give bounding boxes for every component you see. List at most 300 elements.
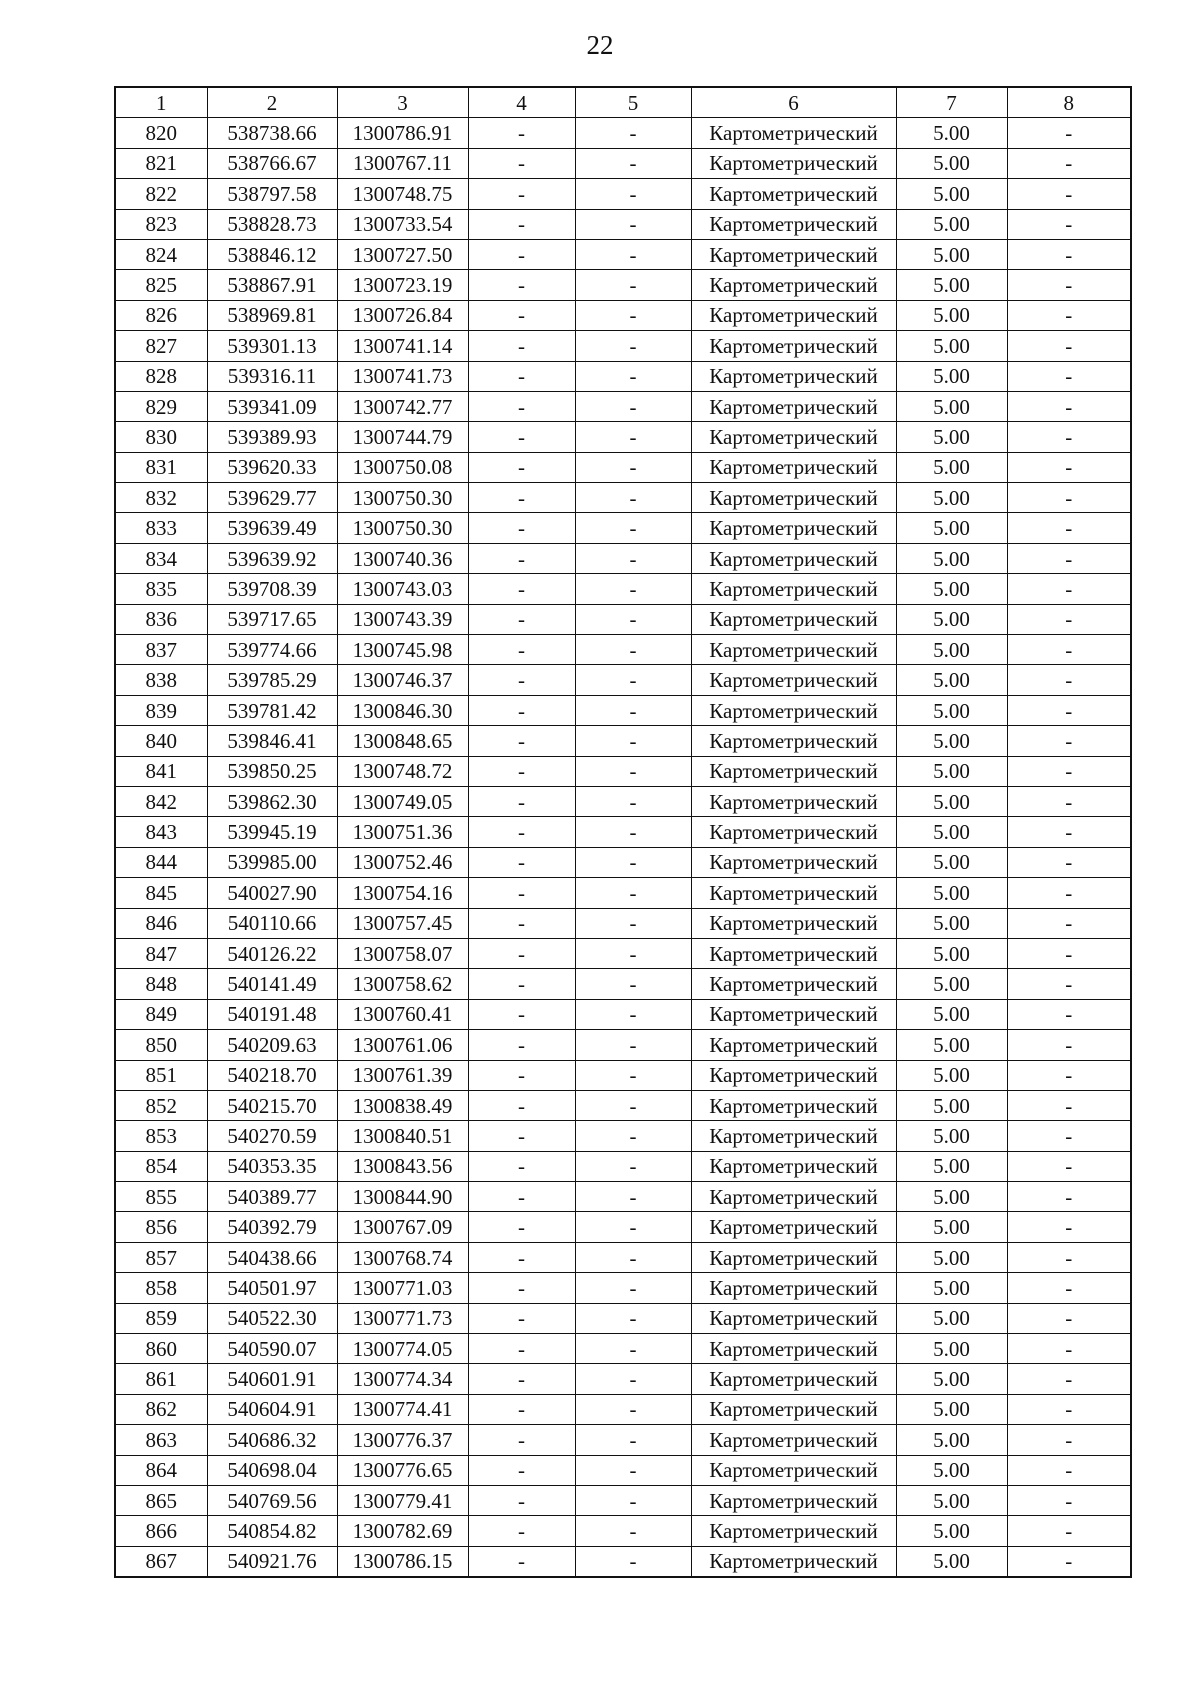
table-row	[115, 665, 1131, 695]
table-cell-col-4: -	[468, 148, 575, 178]
table-cell-y-coordinate: 1300838.49	[337, 1090, 468, 1120]
table-cell-point-number: 859	[115, 1303, 207, 1333]
table-cell-x-coordinate: 538738.66	[207, 118, 337, 148]
table-row	[115, 969, 1131, 999]
table-cell-y-coordinate: 1300743.03	[337, 574, 468, 604]
table-cell-x-coordinate: 540209.63	[207, 1030, 337, 1060]
table-row	[115, 1364, 1131, 1394]
table-cell-accuracy: 5.00	[896, 969, 1007, 999]
table-cell-col-8: -	[1007, 1364, 1131, 1394]
table-cell-col-8: -	[1007, 452, 1131, 482]
table-cell-col-8: -	[1007, 1030, 1131, 1060]
table-row	[115, 483, 1131, 513]
table-cell-method: Картометрический	[691, 604, 896, 634]
table-cell-col-8: -	[1007, 1485, 1131, 1515]
table-cell-point-number: 840	[115, 726, 207, 756]
table-cell-point-number: 850	[115, 1030, 207, 1060]
table-cell-accuracy: 5.00	[896, 1182, 1007, 1212]
table-cell-y-coordinate: 1300761.39	[337, 1060, 468, 1090]
table-row	[115, 908, 1131, 938]
table-cell-col-4: -	[468, 635, 575, 665]
table-cell-col-4: -	[468, 786, 575, 816]
table-cell-col-5: -	[575, 1030, 691, 1060]
table-cell-accuracy: 5.00	[896, 513, 1007, 543]
table-cell-y-coordinate: 1300848.65	[337, 726, 468, 756]
table-cell-col-4: -	[468, 1151, 575, 1181]
table-cell-y-coordinate: 1300752.46	[337, 847, 468, 877]
table-cell-accuracy: 5.00	[896, 1303, 1007, 1333]
table-cell-x-coordinate: 540126.22	[207, 938, 337, 968]
table-row	[115, 817, 1131, 847]
table-cell-col-4: -	[468, 1455, 575, 1485]
table-cell-point-number: 848	[115, 969, 207, 999]
table-cell-x-coordinate: 539846.41	[207, 726, 337, 756]
table-cell-col-4: -	[468, 999, 575, 1029]
table-cell-accuracy: 5.00	[896, 635, 1007, 665]
table-cell-x-coordinate: 539985.00	[207, 847, 337, 877]
column-header-col-4: 4	[468, 87, 575, 118]
table-cell-col-8: -	[1007, 1273, 1131, 1303]
table-cell-col-8: -	[1007, 1182, 1131, 1212]
table-row	[115, 1516, 1131, 1546]
table-cell-point-number: 824	[115, 239, 207, 269]
table-cell-col-8: -	[1007, 422, 1131, 452]
table-cell-col-5: -	[575, 1394, 691, 1424]
table-cell-col-4: -	[468, 270, 575, 300]
table-cell-accuracy: 5.00	[896, 1273, 1007, 1303]
table-cell-method: Картометрический	[691, 452, 896, 482]
table-cell-accuracy: 5.00	[896, 1121, 1007, 1151]
table-row	[115, 1182, 1131, 1212]
table-cell-col-5: -	[575, 1242, 691, 1272]
table-cell-y-coordinate: 1300750.30	[337, 513, 468, 543]
table-cell-col-4: -	[468, 179, 575, 209]
table-cell-y-coordinate: 1300782.69	[337, 1516, 468, 1546]
table-cell-x-coordinate: 540141.49	[207, 969, 337, 999]
table-cell-col-8: -	[1007, 604, 1131, 634]
table-cell-method: Картометрический	[691, 331, 896, 361]
table-cell-col-8: -	[1007, 999, 1131, 1029]
table-cell-col-5: -	[575, 1546, 691, 1577]
table-cell-col-4: -	[468, 908, 575, 938]
table-cell-x-coordinate: 540438.66	[207, 1242, 337, 1272]
table-cell-col-5: -	[575, 1425, 691, 1455]
table-cell-point-number: 836	[115, 604, 207, 634]
table-row	[115, 270, 1131, 300]
table-cell-accuracy: 5.00	[896, 847, 1007, 877]
table-cell-y-coordinate: 1300761.06	[337, 1030, 468, 1060]
table-cell-method: Картометрический	[691, 786, 896, 816]
table-cell-method: Картометрический	[691, 1060, 896, 1090]
table-cell-y-coordinate: 1300744.79	[337, 422, 468, 452]
table-cell-col-5: -	[575, 938, 691, 968]
table-cell-x-coordinate: 539629.77	[207, 483, 337, 513]
table-cell-point-number: 821	[115, 148, 207, 178]
table-row	[115, 543, 1131, 573]
table-cell-point-number: 855	[115, 1182, 207, 1212]
table-cell-col-4: -	[468, 422, 575, 452]
table-cell-y-coordinate: 1300786.91	[337, 118, 468, 148]
table-cell-accuracy: 5.00	[896, 543, 1007, 573]
table-cell-method: Картометрический	[691, 726, 896, 756]
table-cell-y-coordinate: 1300846.30	[337, 695, 468, 725]
table-cell-point-number: 844	[115, 847, 207, 877]
table-cell-col-4: -	[468, 1364, 575, 1394]
table-cell-col-5: -	[575, 483, 691, 513]
table-cell-y-coordinate: 1300844.90	[337, 1182, 468, 1212]
table-cell-point-number: 839	[115, 695, 207, 725]
table-cell-col-4: -	[468, 817, 575, 847]
table-cell-col-4: -	[468, 1030, 575, 1060]
table-cell-y-coordinate: 1300727.50	[337, 239, 468, 269]
table-cell-col-8: -	[1007, 118, 1131, 148]
table-cell-accuracy: 5.00	[896, 239, 1007, 269]
table-cell-x-coordinate: 540590.07	[207, 1334, 337, 1364]
table-cell-x-coordinate: 540686.32	[207, 1425, 337, 1455]
table-row	[115, 1242, 1131, 1272]
table-cell-accuracy: 5.00	[896, 1516, 1007, 1546]
table-cell-method: Картометрический	[691, 361, 896, 391]
table-cell-x-coordinate: 539945.19	[207, 817, 337, 847]
table-cell-col-8: -	[1007, 1121, 1131, 1151]
table-cell-x-coordinate: 540501.97	[207, 1273, 337, 1303]
table-row	[115, 938, 1131, 968]
table-cell-x-coordinate: 540110.66	[207, 908, 337, 938]
table-cell-point-number: 825	[115, 270, 207, 300]
table-cell-method: Картометрический	[691, 1455, 896, 1485]
table-row	[115, 1334, 1131, 1364]
table-cell-x-coordinate: 540854.82	[207, 1516, 337, 1546]
table-cell-point-number: 851	[115, 1060, 207, 1090]
table-body	[115, 118, 1131, 1577]
table-row	[115, 635, 1131, 665]
table-cell-accuracy: 5.00	[896, 1242, 1007, 1272]
table-cell-accuracy: 5.00	[896, 1364, 1007, 1394]
table-cell-point-number: 858	[115, 1273, 207, 1303]
table-cell-point-number: 838	[115, 665, 207, 695]
table-cell-accuracy: 5.00	[896, 999, 1007, 1029]
column-header-y-coordinate: 3	[337, 87, 468, 118]
table-cell-y-coordinate: 1300767.11	[337, 148, 468, 178]
table-cell-x-coordinate: 539341.09	[207, 391, 337, 421]
table-cell-x-coordinate: 539774.66	[207, 635, 337, 665]
table-row	[115, 1212, 1131, 1242]
table-cell-y-coordinate: 1300758.07	[337, 938, 468, 968]
table-cell-accuracy: 5.00	[896, 483, 1007, 513]
table-cell-col-4: -	[468, 969, 575, 999]
table-cell-col-8: -	[1007, 1242, 1131, 1272]
table-cell-x-coordinate: 540353.35	[207, 1151, 337, 1181]
table-row	[115, 300, 1131, 330]
table-cell-col-8: -	[1007, 1425, 1131, 1455]
table-row	[115, 1546, 1131, 1577]
table-cell-y-coordinate: 1300741.73	[337, 361, 468, 391]
table-cell-point-number: 860	[115, 1334, 207, 1364]
table-cell-accuracy: 5.00	[896, 1212, 1007, 1242]
table-cell-point-number: 861	[115, 1364, 207, 1394]
table-cell-y-coordinate: 1300748.72	[337, 756, 468, 786]
table-cell-col-5: -	[575, 452, 691, 482]
table-cell-method: Картометрический	[691, 1242, 896, 1272]
table-cell-method: Картометрический	[691, 999, 896, 1029]
table-cell-accuracy: 5.00	[896, 665, 1007, 695]
table-row	[115, 513, 1131, 543]
table-row	[115, 878, 1131, 908]
table-cell-x-coordinate: 539781.42	[207, 695, 337, 725]
table-row	[115, 331, 1131, 361]
table-cell-col-4: -	[468, 1334, 575, 1364]
table-cell-accuracy: 5.00	[896, 1090, 1007, 1120]
table-cell-y-coordinate: 1300771.73	[337, 1303, 468, 1333]
table-cell-col-8: -	[1007, 361, 1131, 391]
table-cell-col-5: -	[575, 908, 691, 938]
table-cell-x-coordinate: 540389.77	[207, 1182, 337, 1212]
table-cell-accuracy: 5.00	[896, 422, 1007, 452]
table-cell-point-number: 827	[115, 331, 207, 361]
table-cell-col-5: -	[575, 847, 691, 877]
table-cell-col-4: -	[468, 1090, 575, 1120]
table-cell-y-coordinate: 1300746.37	[337, 665, 468, 695]
table-cell-x-coordinate: 540769.56	[207, 1485, 337, 1515]
table-cell-col-5: -	[575, 1455, 691, 1485]
table-cell-method: Картометрический	[691, 1394, 896, 1424]
table-cell-y-coordinate: 1300754.16	[337, 878, 468, 908]
table-cell-col-4: -	[468, 300, 575, 330]
table-cell-col-8: -	[1007, 543, 1131, 573]
table-cell-col-4: -	[468, 1212, 575, 1242]
table-cell-y-coordinate: 1300840.51	[337, 1121, 468, 1151]
table-cell-col-5: -	[575, 118, 691, 148]
table-cell-method: Картометрический	[691, 1334, 896, 1364]
table-cell-x-coordinate: 538867.91	[207, 270, 337, 300]
table-cell-col-8: -	[1007, 391, 1131, 421]
table-cell-x-coordinate: 539639.49	[207, 513, 337, 543]
table-cell-y-coordinate: 1300745.98	[337, 635, 468, 665]
table-cell-method: Картометрический	[691, 422, 896, 452]
table-cell-accuracy: 5.00	[896, 604, 1007, 634]
table-cell-method: Картометрический	[691, 574, 896, 604]
table-cell-x-coordinate: 540522.30	[207, 1303, 337, 1333]
table-row	[115, 1030, 1131, 1060]
table-cell-col-8: -	[1007, 1455, 1131, 1485]
table-cell-point-number: 835	[115, 574, 207, 604]
table-cell-col-8: -	[1007, 331, 1131, 361]
table-cell-col-8: -	[1007, 756, 1131, 786]
table-cell-point-number: 820	[115, 118, 207, 148]
table-cell-method: Картометрический	[691, 1121, 896, 1151]
table-cell-col-4: -	[468, 1121, 575, 1151]
table-cell-y-coordinate: 1300748.75	[337, 179, 468, 209]
table-cell-accuracy: 5.00	[896, 1546, 1007, 1577]
table-cell-col-4: -	[468, 1060, 575, 1090]
table-cell-col-4: -	[468, 1485, 575, 1515]
table-row	[115, 847, 1131, 877]
table-cell-y-coordinate: 1300771.03	[337, 1273, 468, 1303]
table-cell-col-5: -	[575, 1151, 691, 1181]
table-cell-point-number: 866	[115, 1516, 207, 1546]
table-cell-x-coordinate: 540218.70	[207, 1060, 337, 1090]
table-cell-col-4: -	[468, 543, 575, 573]
table-cell-col-8: -	[1007, 1212, 1131, 1242]
table-cell-method: Картометрический	[691, 1364, 896, 1394]
table-cell-x-coordinate: 540191.48	[207, 999, 337, 1029]
table-row	[115, 361, 1131, 391]
table-cell-col-5: -	[575, 999, 691, 1029]
table-cell-x-coordinate: 538828.73	[207, 209, 337, 239]
table-cell-method: Картометрический	[691, 1182, 896, 1212]
table-cell-accuracy: 5.00	[896, 209, 1007, 239]
table-row	[115, 1090, 1131, 1120]
table-cell-col-5: -	[575, 695, 691, 725]
table-cell-col-5: -	[575, 1364, 691, 1394]
table-cell-method: Картометрический	[691, 665, 896, 695]
table-row	[115, 1151, 1131, 1181]
table-cell-point-number: 830	[115, 422, 207, 452]
table-header-row	[115, 87, 1131, 118]
table-cell-col-8: -	[1007, 1151, 1131, 1181]
table-cell-x-coordinate: 540698.04	[207, 1455, 337, 1485]
table-row	[115, 209, 1131, 239]
table-row	[115, 179, 1131, 209]
column-header-method: 6	[691, 87, 896, 118]
table-cell-col-5: -	[575, 1273, 691, 1303]
table-cell-col-5: -	[575, 148, 691, 178]
table-row	[115, 1060, 1131, 1090]
table-cell-accuracy: 5.00	[896, 726, 1007, 756]
table-cell-x-coordinate: 539620.33	[207, 452, 337, 482]
table-cell-col-8: -	[1007, 574, 1131, 604]
table-cell-point-number: 822	[115, 179, 207, 209]
table-cell-col-5: -	[575, 1516, 691, 1546]
table-cell-point-number: 863	[115, 1425, 207, 1455]
table-cell-col-4: -	[468, 1516, 575, 1546]
table-cell-col-4: -	[468, 239, 575, 269]
table-cell-y-coordinate: 1300774.34	[337, 1364, 468, 1394]
table-cell-point-number: 841	[115, 756, 207, 786]
table-cell-col-8: -	[1007, 1303, 1131, 1333]
table-cell-x-coordinate: 539639.92	[207, 543, 337, 573]
table-cell-col-4: -	[468, 847, 575, 877]
table-cell-x-coordinate: 540604.91	[207, 1394, 337, 1424]
table-cell-col-4: -	[468, 665, 575, 695]
table-cell-col-4: -	[468, 695, 575, 725]
table-cell-y-coordinate: 1300757.45	[337, 908, 468, 938]
table-cell-method: Картометрический	[691, 148, 896, 178]
table-row	[115, 1455, 1131, 1485]
table-cell-accuracy: 5.00	[896, 574, 1007, 604]
table-cell-x-coordinate: 540601.91	[207, 1364, 337, 1394]
table-cell-point-number: 833	[115, 513, 207, 543]
table-cell-method: Картометрический	[691, 118, 896, 148]
table-cell-y-coordinate: 1300749.05	[337, 786, 468, 816]
table-cell-point-number: 862	[115, 1394, 207, 1424]
table-cell-accuracy: 5.00	[896, 695, 1007, 725]
table-cell-col-4: -	[468, 878, 575, 908]
table-cell-y-coordinate: 1300768.74	[337, 1242, 468, 1272]
table-cell-col-5: -	[575, 239, 691, 269]
table-cell-col-8: -	[1007, 969, 1131, 999]
table-cell-point-number: 864	[115, 1455, 207, 1485]
table-cell-col-8: -	[1007, 209, 1131, 239]
table-cell-col-5: -	[575, 300, 691, 330]
table-cell-method: Картометрический	[691, 938, 896, 968]
table-cell-x-coordinate: 540215.70	[207, 1090, 337, 1120]
table-cell-col-5: -	[575, 574, 691, 604]
table-cell-point-number: 867	[115, 1546, 207, 1577]
table-cell-y-coordinate: 1300774.05	[337, 1334, 468, 1364]
table-cell-col-4: -	[468, 1182, 575, 1212]
table-cell-accuracy: 5.00	[896, 179, 1007, 209]
table-cell-col-5: -	[575, 786, 691, 816]
table-cell-point-number: 831	[115, 452, 207, 482]
table-cell-x-coordinate: 540921.76	[207, 1546, 337, 1577]
table-cell-y-coordinate: 1300760.41	[337, 999, 468, 1029]
table-cell-point-number: 846	[115, 908, 207, 938]
table-cell-col-4: -	[468, 118, 575, 148]
table-cell-x-coordinate: 539862.30	[207, 786, 337, 816]
table-cell-accuracy: 5.00	[896, 1425, 1007, 1455]
page-number: 22	[586, 30, 614, 60]
table-cell-accuracy: 5.00	[896, 452, 1007, 482]
table-cell-col-5: -	[575, 756, 691, 786]
table-cell-col-8: -	[1007, 1060, 1131, 1090]
table-cell-y-coordinate: 1300743.39	[337, 604, 468, 634]
table-cell-col-5: -	[575, 726, 691, 756]
table-cell-col-5: -	[575, 1090, 691, 1120]
table-cell-accuracy: 5.00	[896, 270, 1007, 300]
table-cell-y-coordinate: 1300742.77	[337, 391, 468, 421]
table-cell-col-4: -	[468, 209, 575, 239]
table-cell-method: Картометрический	[691, 1485, 896, 1515]
table-cell-x-coordinate: 539785.29	[207, 665, 337, 695]
table-cell-col-5: -	[575, 604, 691, 634]
table-cell-col-5: -	[575, 1121, 691, 1151]
table-cell-accuracy: 5.00	[896, 786, 1007, 816]
table-row	[115, 695, 1131, 725]
table-cell-method: Картометрический	[691, 1090, 896, 1120]
table-cell-point-number: 853	[115, 1121, 207, 1151]
column-header-col-5: 5	[575, 87, 691, 118]
table-cell-col-8: -	[1007, 179, 1131, 209]
table-cell-x-coordinate: 539708.39	[207, 574, 337, 604]
table-cell-method: Картометрический	[691, 1546, 896, 1577]
table-cell-point-number: 857	[115, 1242, 207, 1272]
table-cell-col-4: -	[468, 1394, 575, 1424]
table-row	[115, 391, 1131, 421]
table-cell-accuracy: 5.00	[896, 1060, 1007, 1090]
table-cell-y-coordinate: 1300741.14	[337, 331, 468, 361]
table-cell-point-number: 823	[115, 209, 207, 239]
table-cell-col-5: -	[575, 1334, 691, 1364]
table-row	[115, 452, 1131, 482]
table-cell-col-5: -	[575, 1303, 691, 1333]
table-cell-accuracy: 5.00	[896, 1455, 1007, 1485]
table-cell-point-number: 865	[115, 1485, 207, 1515]
table-row	[115, 148, 1131, 178]
table-cell-point-number: 834	[115, 543, 207, 573]
table-cell-accuracy: 5.00	[896, 1394, 1007, 1424]
table-cell-accuracy: 5.00	[896, 391, 1007, 421]
table-row	[115, 1303, 1131, 1333]
table-cell-col-5: -	[575, 665, 691, 695]
table-cell-x-coordinate: 539717.65	[207, 604, 337, 634]
table-cell-point-number: 854	[115, 1151, 207, 1181]
table-cell-method: Картометрический	[691, 695, 896, 725]
table-cell-point-number: 849	[115, 999, 207, 1029]
table-cell-col-4: -	[468, 938, 575, 968]
table-cell-x-coordinate: 539389.93	[207, 422, 337, 452]
table-cell-col-4: -	[468, 604, 575, 634]
